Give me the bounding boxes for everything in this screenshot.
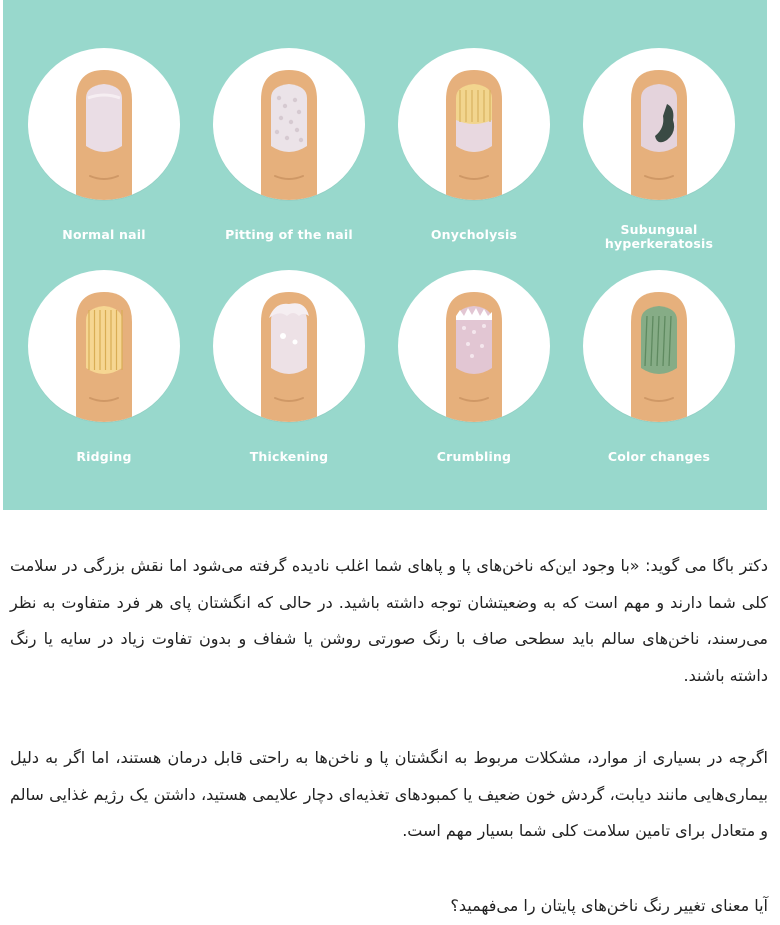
article-paragraph-1: دکتر باگا می گوید: «با وجود این‌که ناخن‌های پا و پاهای شما اغلب نادیده گرفته می‌شود اما نقش بزرگی در سلامت کلی شما دارند و مهم است که به وضعیتشان توجه داشته باشید. در حالی که انگشتان پای هر فرد متفاوت به نظر می‌رسند، ناخن‌های سالم باید سطحی صاف با رنگ صورتی روشن یا شفاف و بدون تفاوت زیاد در سایه یا رنگ داشته باشند. <box>10 556 768 685</box>
thick-spot <box>293 340 298 345</box>
nail-cell-hyperkeratosis <box>564 18 754 253</box>
crumble-speck <box>472 330 476 334</box>
pit-mark <box>295 128 299 132</box>
hyperkeratosis-nail-illustration <box>583 48 735 200</box>
onycholysis-nail-illustration <box>398 48 550 200</box>
crumbling-nail-illustration <box>398 270 550 422</box>
nail-cell-normal <box>9 18 199 253</box>
nail-cell-onycholysis <box>379 18 569 253</box>
finger-svg <box>213 48 365 200</box>
finger-svg <box>28 270 180 422</box>
nail-label-normal: Normal nail <box>62 227 146 242</box>
pit-mark <box>297 110 301 114</box>
nail-label-ridging: Ridging <box>76 449 132 464</box>
nail-label-onycholysis: Onycholysis <box>430 227 518 242</box>
pit-mark <box>293 98 297 102</box>
nail-shape <box>271 306 307 374</box>
nail-label-pitting: Pitting of the nail <box>225 227 353 242</box>
pit-mark <box>275 130 279 134</box>
crumble-speck <box>462 326 466 330</box>
crumble-speck <box>482 324 486 328</box>
nail-cell-crumbling <box>379 240 569 475</box>
nail-label-color-changes: Color changes <box>607 449 711 464</box>
finger-svg <box>583 270 735 422</box>
finger-svg <box>583 48 735 200</box>
nail-label-hyperkeratosis: Subungual hyperkeratosis <box>604 222 714 251</box>
pit-mark <box>283 104 287 108</box>
normal-nail-illustration <box>28 48 180 200</box>
thickening-nail-illustration <box>213 270 365 422</box>
nail-conditions-infographic <box>3 0 767 510</box>
nail-label-thickening: Thickening <box>249 449 329 464</box>
color-changes-nail-illustration <box>583 270 735 422</box>
pit-mark <box>279 116 283 120</box>
pitting-nail-illustration <box>213 48 365 200</box>
pit-mark <box>289 120 293 124</box>
attached-nail-area <box>456 120 492 152</box>
ridging-nail-illustration <box>28 270 180 422</box>
finger-svg <box>398 270 550 422</box>
nail-label-crumbling: Crumbling <box>436 449 512 464</box>
crumble-speck <box>480 344 484 348</box>
nail-cell-color-changes <box>564 240 754 475</box>
nail-cell-pitting <box>194 18 384 253</box>
thick-spot <box>280 333 286 339</box>
pit-mark <box>299 138 303 142</box>
crumble-speck <box>470 354 474 358</box>
crumble-speck <box>466 342 470 346</box>
finger-svg <box>398 48 550 200</box>
nail-cell-ridging <box>9 240 199 475</box>
article-paragraph-2: اگرچه در بسیاری از موارد، مشکلات مربوط به انگشتان پا و ناخن‌ها به راحتی قابل درمان هستند، اما اگر به دلیل بیماری‌هایی مانند دیابت، گردش خون ضعیف یا کمبودهای تغذیه‌ای دچار علایمی هستید، داشتن یک رژیم غذایی سالم و متعادل برای تامین سلامت کلی شما بسیار مهم است. <box>10 748 768 840</box>
pit-mark <box>285 136 289 140</box>
finger-svg <box>28 48 180 200</box>
article-heading-question: آیا معنای تغییر رنگ ناخن‌های پایتان را می‌فهمید؟ <box>450 896 768 915</box>
nail-cell-thickening <box>194 240 384 475</box>
finger-svg <box>213 270 365 422</box>
pit-mark <box>277 96 281 100</box>
